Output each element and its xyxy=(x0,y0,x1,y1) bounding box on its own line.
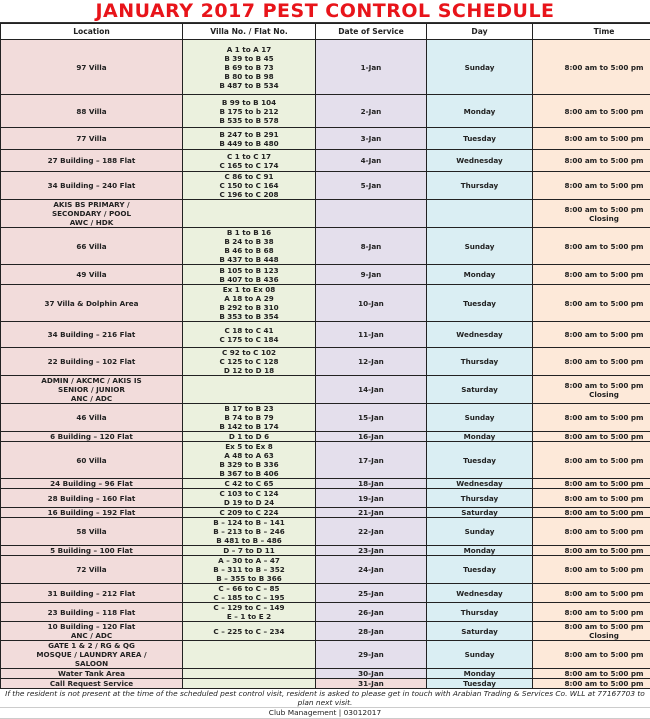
column-header-villa: Villa No. / Flat No. xyxy=(183,24,316,40)
villa-flat-cell xyxy=(183,546,316,556)
time-cell xyxy=(533,679,650,689)
location-text: 66 Villa xyxy=(3,242,180,251)
day-cell: Wednesday xyxy=(427,584,533,603)
day-cell: Tuesday xyxy=(427,442,533,479)
table-row xyxy=(1,432,650,442)
date-cell: 9-Jan xyxy=(316,265,427,285)
villa-flat-cell xyxy=(183,479,316,489)
date-cell: 28-Jan xyxy=(316,622,427,641)
villa-range-text: B – 124 to B – 141 xyxy=(185,518,313,527)
villa-range-text: C – 185 to C – 195 xyxy=(185,593,313,602)
table-row xyxy=(1,442,650,479)
location-text: 37 Villa & Dolphin Area xyxy=(3,299,180,308)
date-cell: 18-Jan xyxy=(316,479,427,489)
time-cell xyxy=(533,479,650,489)
villa-range-text: B 407 to B 436 xyxy=(185,275,313,284)
day-cell: Tuesday xyxy=(427,679,533,689)
time-text: 8:00 am to 5:00 pm xyxy=(535,494,650,503)
location-cell xyxy=(1,508,183,518)
date-cell: 23-Jan xyxy=(316,546,427,556)
notice-text: If the resident is not present at the time of the scheduled pest control visit, resident is asked to please get in touch with Arabian Trading & Services Co. WLL at 77167703 to plan next visit. xyxy=(0,689,650,708)
day-cell: Tuesday xyxy=(427,285,533,322)
villa-range-text: B 175 to b 212 xyxy=(185,107,313,116)
date-cell: 15-Jan xyxy=(316,404,427,432)
villa-range-text: D 12 to D 18 xyxy=(185,366,313,375)
time-text: 8:00 am to 5:00 pm xyxy=(535,650,650,659)
villa-flat-cell xyxy=(183,265,316,285)
column-header-date: Date of Service xyxy=(316,24,427,40)
time-text: 8:00 am to 5:00 pm xyxy=(535,205,650,214)
location-text: 28 Building – 160 Flat xyxy=(3,494,180,503)
villa-flat-cell xyxy=(183,200,316,228)
time-cell xyxy=(533,285,650,322)
location-text: 5 Building – 100 Flat xyxy=(3,546,180,555)
location-text: ANC / ADC xyxy=(3,631,180,640)
location-text: AWC / HDK xyxy=(3,218,180,227)
table-row xyxy=(1,376,650,404)
villa-range-text: B 69 to B 73 xyxy=(185,63,313,72)
location-cell xyxy=(1,265,183,285)
location-cell xyxy=(1,228,183,265)
time-text: Closing xyxy=(535,631,650,640)
villa-flat-cell xyxy=(183,556,316,584)
time-text: 8:00 am to 5:00 pm xyxy=(535,456,650,465)
table-row xyxy=(1,641,650,669)
location-text: 31 Building – 212 Flat xyxy=(3,589,180,598)
villa-range-text: A 1 to A 17 xyxy=(185,45,313,54)
day-cell: Saturday xyxy=(427,376,533,404)
villa-flat-cell xyxy=(183,669,316,679)
villa-range-text: A 48 to A 63 xyxy=(185,451,313,460)
column-header-location: Location xyxy=(1,24,183,40)
time-text: 8:00 am to 5:00 pm xyxy=(535,381,650,390)
villa-flat-cell xyxy=(183,40,316,95)
location-text: 34 Building – 216 Flat xyxy=(3,330,180,339)
date-cell: 10-Jan xyxy=(316,285,427,322)
table-row xyxy=(1,518,650,546)
location-text: 22 Building – 102 Flat xyxy=(3,357,180,366)
villa-range-text: B 1 to B 16 xyxy=(185,228,313,237)
time-cell xyxy=(533,40,650,95)
villa-range-text: C 1 to C 17 xyxy=(185,152,313,161)
table-row xyxy=(1,546,650,556)
location-cell xyxy=(1,622,183,641)
villa-flat-cell xyxy=(183,508,316,518)
location-text: MOSQUE / LAUNDRY AREA / xyxy=(3,650,180,659)
villa-flat-cell xyxy=(183,228,316,265)
date-cell: 1-Jan xyxy=(316,40,427,95)
villa-flat-cell xyxy=(183,322,316,348)
villa-range-text: B 142 to B 174 xyxy=(185,422,313,431)
location-text: 46 Villa xyxy=(3,413,180,422)
villa-range-text: C – 66 to C – 85 xyxy=(185,584,313,593)
page-title: JANUARY 2017 PEST CONTROL SCHEDULE xyxy=(0,0,650,23)
time-cell xyxy=(533,508,650,518)
time-text: 8:00 am to 5:00 pm xyxy=(535,679,650,688)
day-cell: Sunday xyxy=(427,228,533,265)
villa-flat-cell xyxy=(183,348,316,376)
time-cell xyxy=(533,622,650,641)
day-cell: Wednesday xyxy=(427,150,533,172)
location-text: SECONDARY / POOL xyxy=(3,209,180,218)
table-row xyxy=(1,322,650,348)
time-cell xyxy=(533,518,650,546)
location-text: AKIS BS PRIMARY / xyxy=(3,200,180,209)
day-cell: Wednesday xyxy=(427,322,533,348)
day-cell: Monday xyxy=(427,265,533,285)
location-cell xyxy=(1,479,183,489)
date-cell: 16-Jan xyxy=(316,432,427,442)
villa-range-text: B 487 to B 534 xyxy=(185,81,313,90)
location-text: 58 Villa xyxy=(3,527,180,536)
date-cell: 29-Jan xyxy=(316,641,427,669)
time-text: 8:00 am to 5:00 pm xyxy=(535,63,650,72)
villa-flat-cell xyxy=(183,404,316,432)
date-cell: 22-Jan xyxy=(316,518,427,546)
time-cell xyxy=(533,150,650,172)
villa-range-text: C 150 to C 164 xyxy=(185,181,313,190)
column-header-day: Day xyxy=(427,24,533,40)
time-cell xyxy=(533,641,650,669)
time-text: 8:00 am to 5:00 pm xyxy=(535,299,650,308)
time-text: 8:00 am to 5:00 pm xyxy=(535,242,650,251)
villa-flat-cell xyxy=(183,489,316,508)
table-row xyxy=(1,489,650,508)
table-row xyxy=(1,479,650,489)
time-text: Closing xyxy=(535,214,650,223)
table-row xyxy=(1,622,650,641)
day-cell: Sunday xyxy=(427,518,533,546)
day-cell: Monday xyxy=(427,95,533,128)
villa-flat-cell xyxy=(183,95,316,128)
villa-flat-cell xyxy=(183,603,316,622)
time-cell xyxy=(533,546,650,556)
villa-range-text: B 292 to B 310 xyxy=(185,303,313,312)
table-row xyxy=(1,172,650,200)
villa-range-text: C 165 to C 174 xyxy=(185,161,313,170)
villa-range-text: C 42 to C 65 xyxy=(185,479,313,488)
table-row xyxy=(1,150,650,172)
day-cell: Monday xyxy=(427,669,533,679)
time-cell xyxy=(533,489,650,508)
table-row xyxy=(1,404,650,432)
day-cell: Sunday xyxy=(427,40,533,95)
location-text: ANC / ADC xyxy=(3,394,180,403)
villa-range-text: B – 355 to B 366 xyxy=(185,574,313,583)
time-text: 8:00 am to 5:00 pm xyxy=(535,107,650,116)
villa-range-text: B 449 to B 480 xyxy=(185,139,313,148)
location-cell xyxy=(1,128,183,150)
time-text: Closing xyxy=(535,390,650,399)
time-cell xyxy=(533,584,650,603)
table-row xyxy=(1,228,650,265)
villa-flat-cell xyxy=(183,622,316,641)
location-cell xyxy=(1,669,183,679)
location-text: GATE 1 & 2 / RG & QG xyxy=(3,641,180,650)
location-text: 24 Building – 96 Flat xyxy=(3,479,180,488)
villa-flat-cell xyxy=(183,150,316,172)
date-cell: 26-Jan xyxy=(316,603,427,622)
table-row xyxy=(1,508,650,518)
villa-flat-cell xyxy=(183,518,316,546)
villa-range-text: B 535 to B 578 xyxy=(185,116,313,125)
time-text: 8:00 am to 5:00 pm xyxy=(535,432,650,441)
day-cell: Sunday xyxy=(427,641,533,669)
day-cell: Sunday xyxy=(427,404,533,432)
footer-text: Club Management | 03012017 xyxy=(0,708,650,719)
date-cell: 2-Jan xyxy=(316,95,427,128)
location-text: Call Request Service xyxy=(3,679,180,688)
table-row xyxy=(1,200,650,228)
date-cell: 30-Jan xyxy=(316,669,427,679)
villa-range-text: C 103 to C 124 xyxy=(185,489,313,498)
time-text: 8:00 am to 5:00 pm xyxy=(535,181,650,190)
date-cell: 5-Jan xyxy=(316,172,427,200)
time-text: 8:00 am to 5:00 pm xyxy=(535,669,650,678)
time-text: 8:00 am to 5:00 pm xyxy=(535,565,650,574)
villa-range-text: Ex 1 to Ex 08 xyxy=(185,285,313,294)
villa-range-text: C – 225 to C – 234 xyxy=(185,627,313,636)
table-row xyxy=(1,285,650,322)
day-cell: Thursday xyxy=(427,603,533,622)
villa-range-text: A 18 to A 29 xyxy=(185,294,313,303)
villa-flat-cell xyxy=(183,285,316,322)
villa-range-text: B – 311 to B – 352 xyxy=(185,565,313,574)
time-cell xyxy=(533,603,650,622)
villa-flat-cell xyxy=(183,432,316,442)
villa-range-text: B 367 to B 406 xyxy=(185,469,313,478)
time-cell xyxy=(533,228,650,265)
location-cell xyxy=(1,322,183,348)
time-cell xyxy=(533,404,650,432)
villa-flat-cell xyxy=(183,128,316,150)
location-text: 72 Villa xyxy=(3,565,180,574)
time-text: 8:00 am to 5:00 pm xyxy=(535,589,650,598)
table-row xyxy=(1,603,650,622)
villa-range-text: B 437 to B 448 xyxy=(185,255,313,264)
villa-range-text: B 46 to B 68 xyxy=(185,246,313,255)
day-cell: Thursday xyxy=(427,172,533,200)
villa-range-text: A – 30 to A – 47 xyxy=(185,556,313,565)
date-cell: 11-Jan xyxy=(316,322,427,348)
table-row xyxy=(1,679,650,689)
villa-flat-cell xyxy=(183,641,316,669)
villa-range-text: C 125 to C 128 xyxy=(185,357,313,366)
day-cell: Thursday xyxy=(427,348,533,376)
date-cell: 17-Jan xyxy=(316,442,427,479)
villa-range-text: C – 129 to C – 149 xyxy=(185,603,313,612)
location-cell xyxy=(1,150,183,172)
villa-range-text: B 105 to B 123 xyxy=(185,266,313,275)
day-cell: Saturday xyxy=(427,508,533,518)
location-cell xyxy=(1,556,183,584)
date-cell: 25-Jan xyxy=(316,584,427,603)
table-row xyxy=(1,669,650,679)
time-text: 8:00 am to 5:00 pm xyxy=(535,622,650,631)
time-text: 8:00 am to 5:00 pm xyxy=(535,479,650,488)
location-text: 16 Building – 192 Flat xyxy=(3,508,180,517)
location-text: 77 Villa xyxy=(3,134,180,143)
table-row xyxy=(1,556,650,584)
villa-range-text: C 18 to C 41 xyxy=(185,326,313,335)
date-cell: 24-Jan xyxy=(316,556,427,584)
day-cell: Saturday xyxy=(427,622,533,641)
table-row xyxy=(1,95,650,128)
villa-range-text: B – 213 to B – 246 xyxy=(185,527,313,536)
time-text: 8:00 am to 5:00 pm xyxy=(535,330,650,339)
villa-range-text: B 353 to B 354 xyxy=(185,312,313,321)
villa-flat-cell xyxy=(183,584,316,603)
villa-range-text: B 24 to B 38 xyxy=(185,237,313,246)
location-cell xyxy=(1,432,183,442)
villa-range-text: E – 1 to E 2 xyxy=(185,612,313,621)
time-cell xyxy=(533,669,650,679)
location-text: 10 Building – 120 Flat xyxy=(3,622,180,631)
time-cell xyxy=(533,322,650,348)
date-cell: 4-Jan xyxy=(316,150,427,172)
villa-range-text: B 39 to B 45 xyxy=(185,54,313,63)
table-row xyxy=(1,348,650,376)
date-cell: 8-Jan xyxy=(316,228,427,265)
location-text: SALOON xyxy=(3,659,180,668)
schedule-table xyxy=(0,23,650,689)
day-cell xyxy=(427,200,533,228)
time-text: 8:00 am to 5:00 pm xyxy=(535,508,650,517)
table-header-row xyxy=(1,24,650,40)
location-cell xyxy=(1,641,183,669)
villa-range-text: D 19 to D 24 xyxy=(185,498,313,507)
location-cell xyxy=(1,404,183,432)
time-text: 8:00 am to 5:00 pm xyxy=(535,156,650,165)
table-row xyxy=(1,128,650,150)
location-text: 34 Building – 240 Flat xyxy=(3,181,180,190)
time-cell xyxy=(533,376,650,404)
day-cell: Monday xyxy=(427,546,533,556)
time-cell xyxy=(533,200,650,228)
location-cell xyxy=(1,376,183,404)
villa-range-text: Ex 5 to Ex 8 xyxy=(185,442,313,451)
time-text: 8:00 am to 5:00 pm xyxy=(535,357,650,366)
column-header-time: Time xyxy=(533,24,650,40)
location-cell xyxy=(1,546,183,556)
villa-range-text: B 17 to B 23 xyxy=(185,404,313,413)
villa-range-text: C 92 to C 102 xyxy=(185,348,313,357)
location-cell xyxy=(1,172,183,200)
location-text: 6 Building – 120 Flat xyxy=(3,432,180,441)
time-cell xyxy=(533,265,650,285)
location-cell xyxy=(1,489,183,508)
location-text: Water Tank Area xyxy=(3,669,180,678)
location-text: 27 Building – 188 Flat xyxy=(3,156,180,165)
date-cell: 19-Jan xyxy=(316,489,427,508)
day-cell: Tuesday xyxy=(427,128,533,150)
location-cell xyxy=(1,584,183,603)
location-text: ADMIN / AKCMC / AKIS IS xyxy=(3,376,180,385)
date-cell: 12-Jan xyxy=(316,348,427,376)
time-text: 8:00 am to 5:00 pm xyxy=(535,546,650,555)
day-cell: Tuesday xyxy=(427,556,533,584)
time-cell xyxy=(533,432,650,442)
location-cell xyxy=(1,603,183,622)
time-cell xyxy=(533,172,650,200)
location-cell xyxy=(1,442,183,479)
location-text: 97 Villa xyxy=(3,63,180,72)
location-cell xyxy=(1,200,183,228)
time-cell xyxy=(533,128,650,150)
time-cell xyxy=(533,442,650,479)
time-cell xyxy=(533,348,650,376)
date-cell xyxy=(316,200,427,228)
villa-range-text: B 80 to B 98 xyxy=(185,72,313,81)
date-cell: 14-Jan xyxy=(316,376,427,404)
location-cell xyxy=(1,285,183,322)
day-cell: Thursday xyxy=(427,489,533,508)
location-cell xyxy=(1,95,183,128)
villa-range-text: C 86 to C 91 xyxy=(185,172,313,181)
villa-range-text: B 481 to B – 486 xyxy=(185,536,313,545)
villa-range-text: B 329 to B 336 xyxy=(185,460,313,469)
villa-flat-cell xyxy=(183,172,316,200)
time-cell xyxy=(533,556,650,584)
location-text: 49 Villa xyxy=(3,270,180,279)
villa-range-text: B 99 to B 104 xyxy=(185,98,313,107)
villa-range-text: D 1 to D 6 xyxy=(185,432,313,441)
date-cell: 31-Jan xyxy=(316,679,427,689)
table-row xyxy=(1,584,650,603)
villa-range-text: B 74 to B 79 xyxy=(185,413,313,422)
time-text: 8:00 am to 5:00 pm xyxy=(535,413,650,422)
time-cell xyxy=(533,95,650,128)
villa-flat-cell xyxy=(183,442,316,479)
day-cell: Monday xyxy=(427,432,533,442)
schedule-body xyxy=(1,40,650,689)
location-cell xyxy=(1,518,183,546)
villa-range-text: B 247 to B 291 xyxy=(185,130,313,139)
date-cell: 21-Jan xyxy=(316,508,427,518)
time-text: 8:00 am to 5:00 pm xyxy=(535,134,650,143)
day-cell: Wednesday xyxy=(427,479,533,489)
villa-range-text: C 209 to C 224 xyxy=(185,508,313,517)
villa-range-text: C 196 to C 208 xyxy=(185,190,313,199)
location-cell xyxy=(1,348,183,376)
villa-range-text: C 175 to C 184 xyxy=(185,335,313,344)
time-text: 8:00 am to 5:00 pm xyxy=(535,608,650,617)
location-text: SENIOR / JUNIOR xyxy=(3,385,180,394)
location-text: 88 Villa xyxy=(3,107,180,116)
time-text: 8:00 am to 5:00 pm xyxy=(535,270,650,279)
table-row xyxy=(1,40,650,95)
villa-flat-cell xyxy=(183,679,316,689)
date-cell: 3-Jan xyxy=(316,128,427,150)
table-row xyxy=(1,265,650,285)
villa-flat-cell xyxy=(183,376,316,404)
location-text: 60 Villa xyxy=(3,456,180,465)
location-text: 23 Building – 118 Flat xyxy=(3,608,180,617)
time-text: 8:00 am to 5:00 pm xyxy=(535,527,650,536)
location-cell xyxy=(1,679,183,689)
location-cell xyxy=(1,40,183,95)
villa-range-text: D – 7 to D 11 xyxy=(185,546,313,555)
